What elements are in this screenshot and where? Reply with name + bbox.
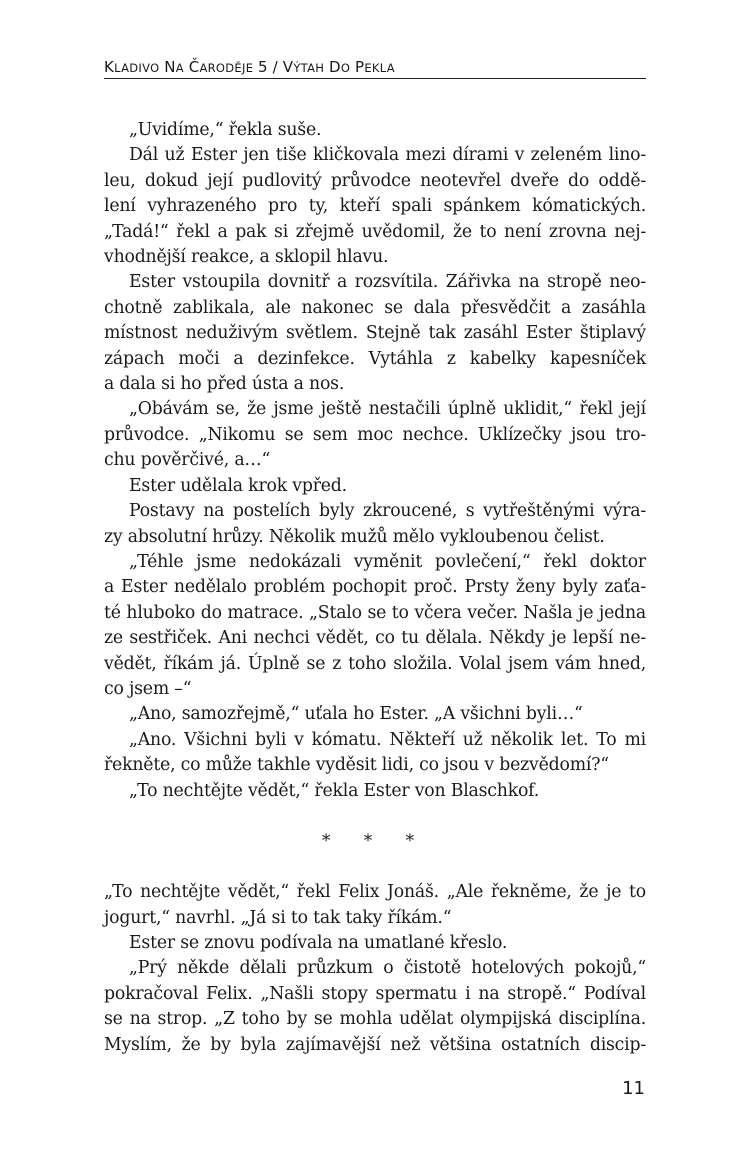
text-line: „Uvidíme,“ řekla suše. xyxy=(129,120,322,140)
paragraph xyxy=(104,270,646,397)
paragraph xyxy=(104,728,646,779)
paragraph xyxy=(104,956,646,1058)
text-line: „Ano, samozřejmě,“ uťala ho Ester. „A všichni byli…“ xyxy=(129,704,583,725)
running-header: KLADIVO NA ČARODĚJE 5 / VÝTAH DO PEKLA xyxy=(104,58,395,76)
text-line: zy absolutní hrůzy. Několik mužů mělo vykloubenou čelist. xyxy=(104,526,605,547)
text-line: chotně zablikala, ale nakonec se dala přesvědčit a zasáhla xyxy=(104,297,646,318)
text-line: Ester vstoupila dovnitř a rozsvítila. Zářivka na stropě neo- xyxy=(129,272,646,293)
paragraph xyxy=(104,143,646,270)
text-line: ze sestřiček. Ani nechci vědět, co tu dělala. Někdy je lepší ne- xyxy=(104,628,646,649)
text-line: zápach moči a dezinfekce. Vytáhla z kabelky kapesníček xyxy=(104,348,646,369)
text-line: „Ano. Všichni byli v kómatu. Někteří už několik let. To mi xyxy=(129,729,646,750)
paragraph xyxy=(104,474,646,499)
text-line: té hluboko do matrace. „Stalo se to včera večer. Našla je jedna xyxy=(104,602,646,623)
text-line: se na strop. „Z toho by se mohla udělat olympijská disciplína. xyxy=(104,1009,646,1030)
paragraph xyxy=(104,880,646,931)
text-line: „Tadá!“ řekl a pak si zřejmě uvědomil, že to není zrovna nej- xyxy=(104,221,646,242)
paragraph xyxy=(104,931,646,956)
scene-break: * * * xyxy=(321,831,429,852)
text-line: vhodnější reakce, a sklopil hlavu. xyxy=(104,247,389,268)
text-line: Postavy na postelích byly zkroucené, s vytřeštěnými výra- xyxy=(129,501,646,522)
text-line: „Obávám se, že jsme ještě nestačili úplně uklidit,“ řekl její xyxy=(129,399,646,420)
text-line: Ester udělala krok vpřed. xyxy=(129,475,347,496)
text-line: „Prý někde dělali průzkum o čistotě hotelových pokojů,“ xyxy=(129,958,646,979)
text-line: lení vyhrazeného pro ty, kteří spali spánkem kómatických. xyxy=(104,196,646,217)
text-line: místnost neduživým světlem. Stejně tak zasáhl Ester štiplavý xyxy=(104,323,646,344)
paragraph xyxy=(104,397,646,473)
text-line: Ester se znovu podívala na umatlané křeslo. xyxy=(129,932,508,953)
text-line: Myslím, že by byla zajímavější než většina ostatních discip- xyxy=(104,1034,646,1055)
paragraph xyxy=(104,779,646,804)
paragraph xyxy=(104,118,646,143)
text-line: „To nechtějte vědět,“ řekl Felix Jonáš. „Ale řekněme, že je to xyxy=(104,882,646,903)
text-line: „Téhle jsme nedokázali vyměnit povlečení,“ řekl doktor xyxy=(129,551,646,572)
body-text xyxy=(104,118,646,1058)
text-line: pokračoval Felix. „Našli stopy spermatu i na stropě.“ Podíval xyxy=(104,983,646,1004)
paragraph xyxy=(104,550,646,702)
text-line: „To nechtějte vědět,“ řekla Ester von Blaschkof. xyxy=(129,780,540,801)
text-line: jogurt,“ navrhl. „Já si to tak taky říkám.“ xyxy=(104,907,452,928)
page-number: 11 xyxy=(622,1078,645,1099)
paragraph xyxy=(104,499,646,550)
text-line: řekněte, co může takhle vyděsit lidi, co jsou v bezvědomí?“ xyxy=(104,755,609,776)
text-line: co jsem –“ xyxy=(104,678,192,699)
text-line: leu, dokud její pudlovitý průvodce neotevřel dveře do oddě- xyxy=(104,170,646,191)
paragraph xyxy=(104,702,646,727)
text-line: a dala si ho před ústa a nos. xyxy=(104,374,345,395)
header-rule xyxy=(104,78,646,79)
text-line: chu pověrčivé, a…“ xyxy=(104,450,271,471)
text-line: a Ester nedělalo problém pochopit proč. Prsty ženy byly zaťa- xyxy=(104,577,646,598)
text-line: průvodce. „Nikomu se sem moc nechce. Uklízečky jsou tro- xyxy=(104,424,646,445)
text-line: Dál už Ester jen tiše kličkovala mezi dírami v zeleném lino- xyxy=(129,145,646,166)
text-line: vědět, říkám já. Úplně se z toho složila. Volal jsem vám hned, xyxy=(104,653,646,674)
